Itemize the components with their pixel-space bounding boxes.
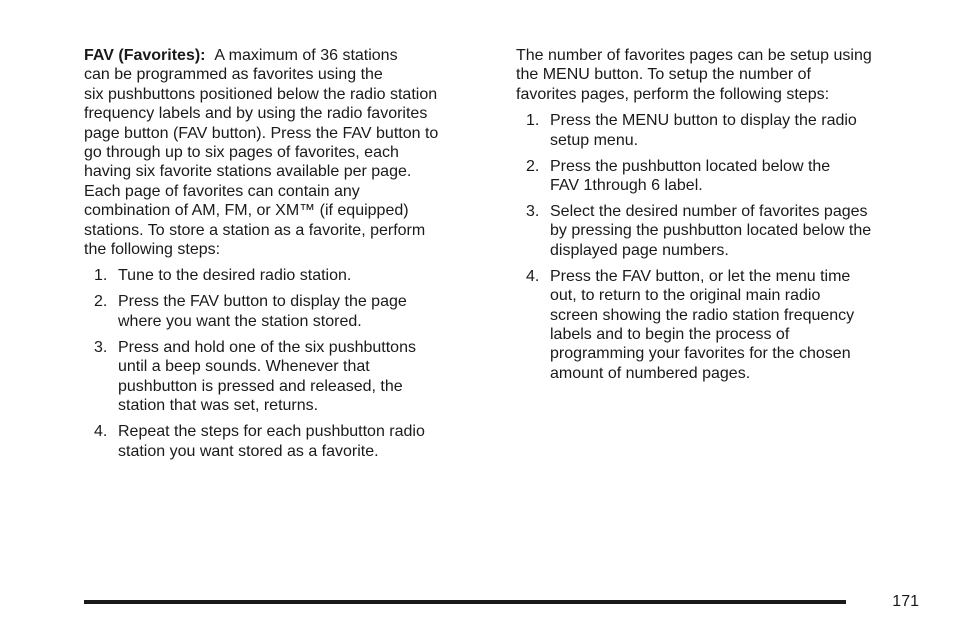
right-column bbox=[516, 46, 921, 390]
list-item: 2. Press the FAV button to display the page where you want the station stored. bbox=[94, 293, 407, 330]
fav-term-heading: FAV (Favorites): bbox=[84, 47, 206, 64]
list-item: 3. Select the desired number of favorites pages by pressing the pushbutton located below the displayed page numbers. bbox=[526, 203, 872, 259]
list-item: 1. Press the MENU button to display the radio setup menu. bbox=[526, 112, 857, 149]
list-item: 1. Tune to the desired radio station. bbox=[94, 267, 352, 285]
list-item: 3. Press and hold one of the six pushbuttons until a beep sounds. Whenever that pushbutton is pressed and released, the station that was set, returns. bbox=[94, 338, 416, 415]
page-number: 171 bbox=[892, 593, 919, 610]
list-item: 4. Repeat the steps for each pushbutton radio station you want stored as a favorite. bbox=[94, 423, 425, 460]
setup-pages-steps bbox=[516, 111, 921, 383]
list-item: 4. Press the FAV button, or let the menu time out, to return to the original main radio screen showing the radio station frequency labels and to begin the process of programming your favorites for the chosen amount of numbered pages. bbox=[526, 267, 855, 382]
fav-intro-paragraph: FAV (Favorites): A maximum of 36 stations can be programmed as favorites using the six pushbuttons positioned below the radio station frequency labels and by using the radio favorites page button (FAV button). Press the FAV button to go through up to six pages of favorites, each having six favorite stations available per page. Each page of favorites can contain any combination of AM, FM, or XM™ (if equipped) stations. To store a station as a favorite, perform the following steps: bbox=[84, 47, 439, 259]
setup-pages-paragraph: The number of favorites pages can be setup using the MENU button. To setup the number of favorites pages, perform the following steps: bbox=[516, 47, 872, 103]
list-item: 2. Press the pushbutton located below the FAV 1through 6 label. bbox=[526, 157, 831, 195]
store-favorite-steps bbox=[84, 266, 494, 460]
left-column bbox=[84, 46, 494, 468]
footer-rule bbox=[84, 600, 846, 604]
